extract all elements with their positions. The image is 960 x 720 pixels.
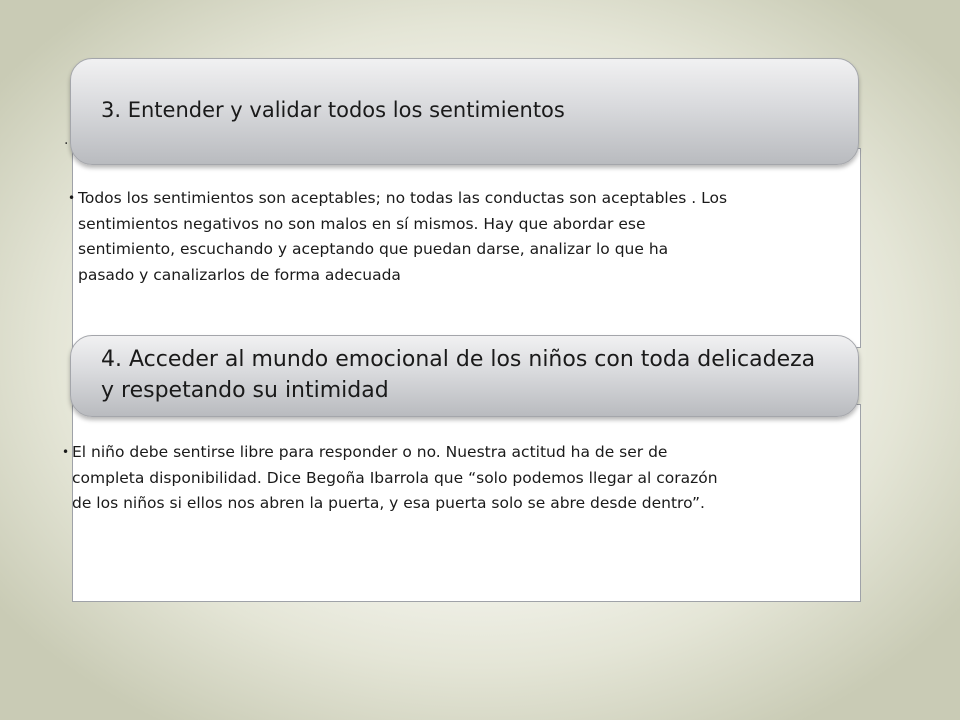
section-4-heading-text: 4. Acceder al mundo emocional de los niños con toda delicadeza y respetando su intimidad xyxy=(101,347,816,403)
section-4-bullet-text: El niño debe sentirse libre para responder o no. Nuestra actitud ha de ser de completa disponibilidad. Dice Begoña Ibarrola que “solo podemos llegar al corazón de los niños si ellos nos abren la puerta, y esa puerta solo se abre desde dentro”. xyxy=(72,443,718,512)
bullet-dot-icon: • xyxy=(62,445,70,459)
section-3-bullet-text: Todos los sentimientos son aceptables; no todas las conductas son aceptables . Los sentimientos negativos no son malos en sí mismos. Hay que abordar ese sentimiento, escuchando y aceptando que puedan darse, analizar lo que ha pasado y canalizarlos de forma adecuada xyxy=(78,189,728,284)
section-3-bullet xyxy=(68,186,728,288)
stray-dot: . xyxy=(64,132,69,148)
bullet-dot-icon: • xyxy=(68,191,76,205)
section-4-bullet xyxy=(62,440,722,517)
section-4-heading xyxy=(70,335,859,417)
section-3-heading-text: 3. Entender y validar todos los sentimientos xyxy=(101,98,565,122)
section-3-heading xyxy=(70,58,859,165)
decorative-star-icon: ✷ xyxy=(924,3,950,38)
